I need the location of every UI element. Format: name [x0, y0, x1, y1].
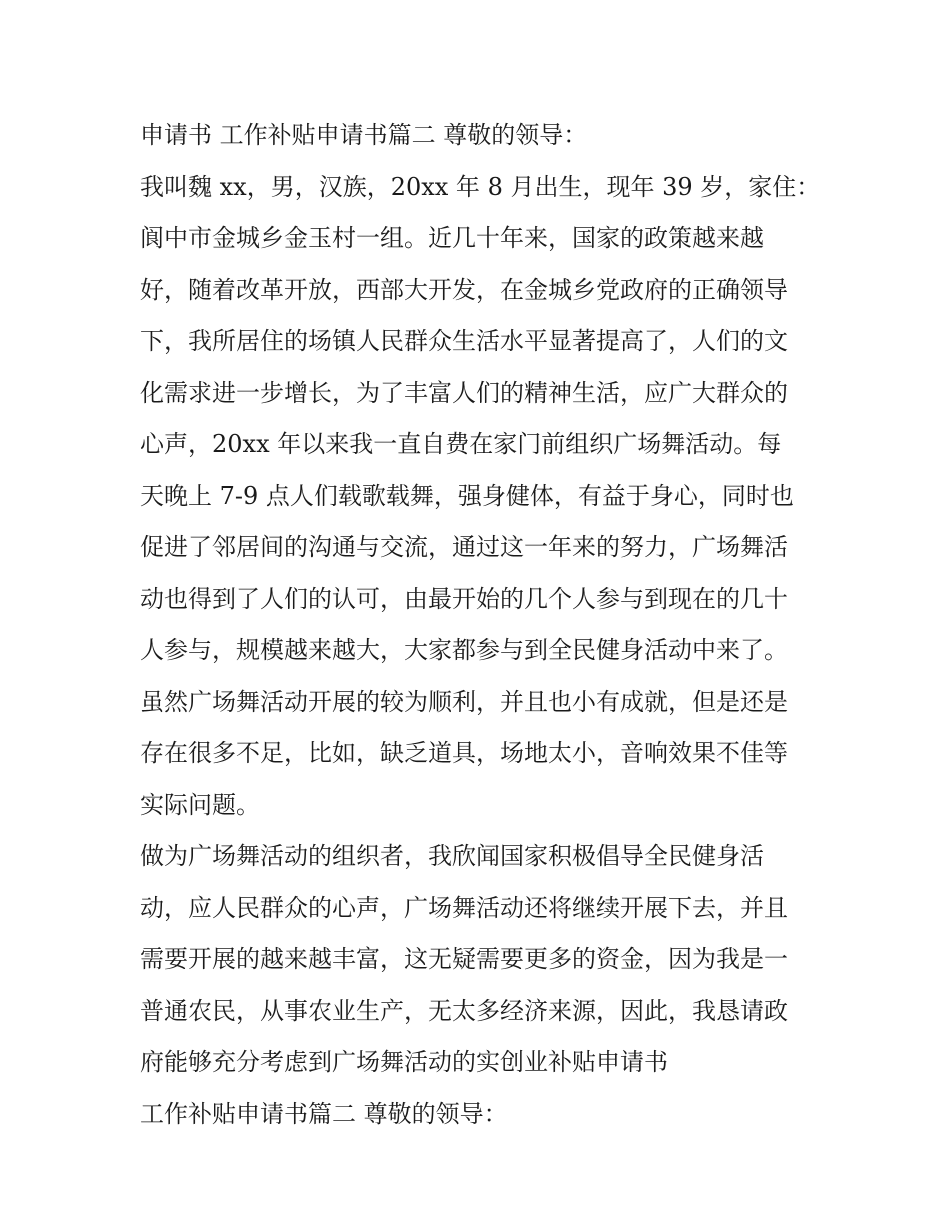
- text-line-18: 普通农民，从事农业生产，无太多经济来源，因此，我恳请政: [140, 996, 788, 1025]
- text-line-19: 府能够充分考虑到广场舞活动的实创业补贴申请书: [140, 1048, 668, 1076]
- text-line-4: 好，随着改革开放，西部大开发，在金城乡党政府的正确领导: [140, 275, 788, 304]
- text-line-8: 天晚上 7-9 点人们载歌载舞，强身健体，有益于身心，同时也: [140, 481, 794, 510]
- text-line-6: 化需求进一步增长，为了丰富人们的精神生活，应广大群众的: [140, 378, 788, 407]
- text-line-3: 阆中市金城乡金玉村一组。近几十年来，国家的政策越来越: [140, 224, 764, 252]
- text-line-16: 动，应人民群众的心声，广场舞活动还将继续开展下去，并且: [140, 893, 788, 922]
- text-line-20: 工作补贴申请书篇二 尊敬的领导：: [140, 1099, 508, 1128]
- text-line-1: 申请书 工作补贴申请书篇二 尊敬的领导：: [140, 121, 588, 149]
- text-line-14: 实际问题。: [140, 790, 260, 819]
- text-line-12: 虽然广场舞活动开展的较为顺利，并且也小有成就，但是还是: [140, 687, 788, 716]
- text-line-10: 动也得到了人们的认可，由最开始的几个人参与到现在的几十: [140, 584, 788, 613]
- text-line-11: 人参与，规模越来越大，大家都参与到全民健身活动中来了。: [140, 636, 788, 664]
- document-body: [140, 110, 820, 1140]
- text-line-2: 我叫魏 xx，男，汉族，20xx 年 8 月出生，现年 39 岁，家住：: [140, 172, 821, 201]
- text-line-13: 存在很多不足，比如，缺乏道具，场地太小，音响效果不佳等: [140, 739, 788, 767]
- text-line-15: 做为广场舞活动的组织者，我欣闻国家积极倡导全民健身活: [140, 842, 764, 870]
- text-line-9: 促进了邻居间的沟通与交流，通过这一年来的努力，广场舞活: [140, 533, 788, 561]
- text-line-5: 下，我所居住的场镇人民群众生活水平显著提高了，人们的文: [140, 327, 788, 355]
- text-line-7: 心声，20xx 年以来我一直自费在家门前组织广场舞活动。每: [140, 430, 782, 458]
- text-line-17: 需要开展的越来越丰富，这无疑需要更多的资金，因为我是一: [140, 945, 788, 973]
